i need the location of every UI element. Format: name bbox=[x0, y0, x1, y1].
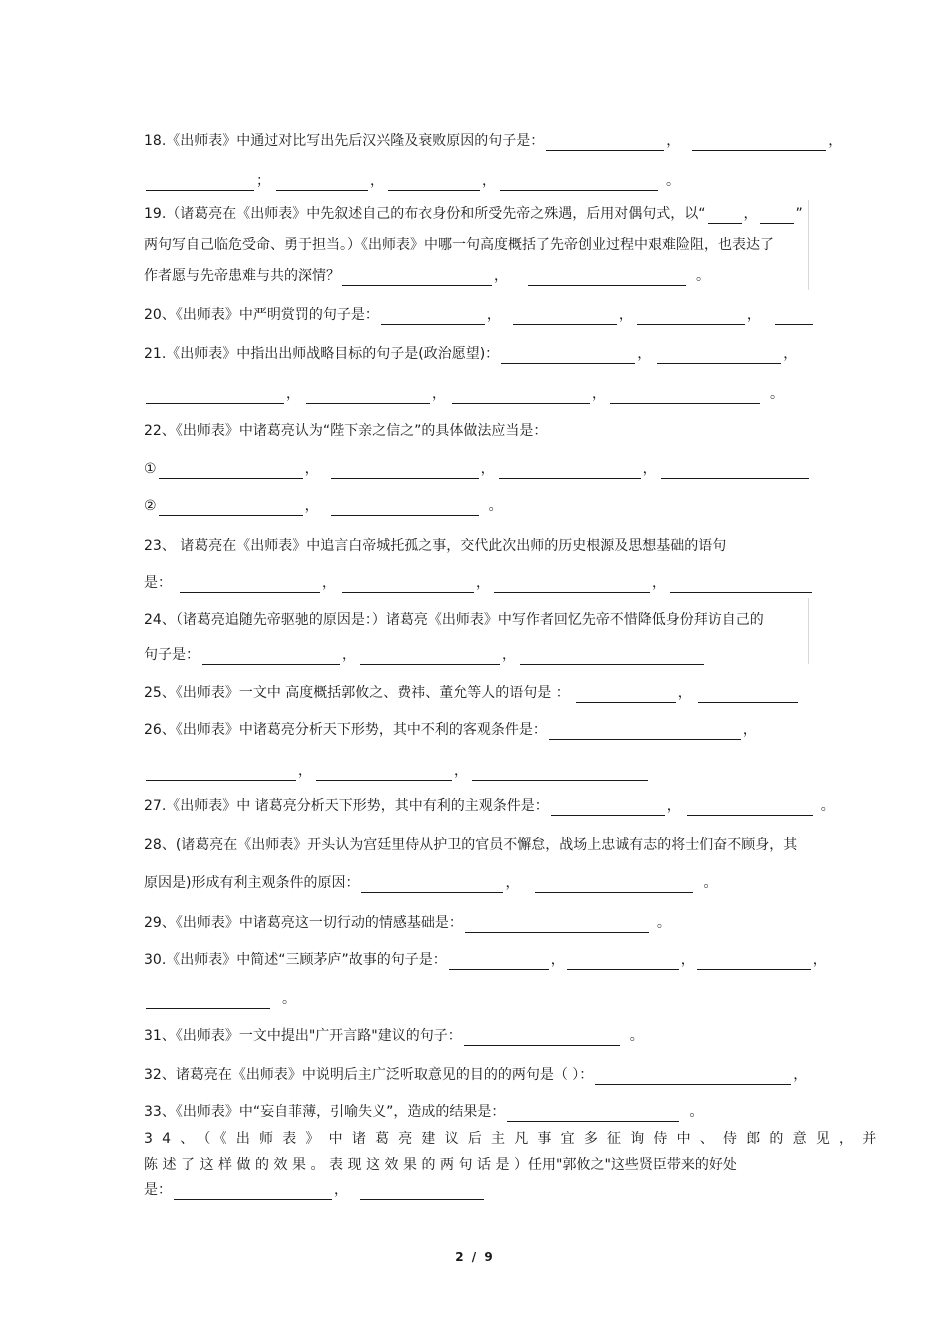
question-18: 18.《出师表》中通过对比写出先后汉兴隆及衰败原因的句子是： ， ， bbox=[144, 133, 843, 149]
answer-blank[interactable] bbox=[657, 349, 781, 364]
answer-blank[interactable] bbox=[499, 464, 641, 479]
answer-blank[interactable] bbox=[520, 650, 704, 665]
answer-blank[interactable] bbox=[595, 1070, 791, 1085]
answer-blank[interactable] bbox=[202, 650, 340, 665]
answer-blank[interactable] bbox=[306, 389, 430, 404]
question-18-cont: ； ， ， 。 bbox=[144, 171, 680, 191]
answer-blank[interactable] bbox=[159, 464, 303, 479]
answer-blank[interactable] bbox=[146, 389, 284, 404]
answer-blank[interactable] bbox=[180, 578, 320, 593]
answer-blank[interactable] bbox=[661, 464, 809, 479]
question-22-item1: ① ， ， ， bbox=[144, 459, 811, 479]
question-26: 26、《出师表》中诸葛亮分析天下形势，其中不利的客观条件是： ， bbox=[144, 722, 757, 738]
question-18-text: 18.《出师表》中通过对比写出先后汉兴隆及衰败原因的句子是： bbox=[144, 133, 545, 149]
question-31: 31、《出师表》一文中提出"广开言路"建议的句子： 。 bbox=[144, 1028, 644, 1044]
question-24-cont: 句子是： ， ， bbox=[144, 645, 706, 665]
answer-blank[interactable] bbox=[500, 176, 658, 191]
answer-blank[interactable] bbox=[535, 878, 693, 893]
answer-blank[interactable] bbox=[361, 878, 503, 893]
question-22-item2: ② ， 。 bbox=[144, 498, 503, 514]
answer-blank[interactable] bbox=[567, 955, 679, 970]
answer-blank[interactable] bbox=[760, 209, 794, 224]
question-30: 30.《出师表》中简述“三顾茅庐”故事的句子是： ， ， ， bbox=[144, 952, 827, 968]
answer-blank[interactable] bbox=[501, 349, 635, 364]
answer-blank[interactable] bbox=[360, 1185, 484, 1200]
answer-blank[interactable] bbox=[775, 310, 813, 325]
answer-blank[interactable] bbox=[637, 310, 745, 325]
question-19: 19.（诸葛亮在《出师表》中先叙述自己的布衣身份和所受先帝之殊遇，后用对偶句式，以“ ， ” bbox=[144, 206, 803, 222]
answer-blank[interactable] bbox=[331, 464, 479, 479]
question-28: 28、(诸葛亮在《出师表》开头认为宫廷里侍从护卫的官员不懈怠，战场上忠诚有志的将士们奋不顾身，其 bbox=[144, 837, 798, 853]
answer-blank[interactable] bbox=[146, 766, 296, 781]
question-34-line3: 是： ， bbox=[144, 1180, 486, 1200]
question-28-cont: 原因是)形成有利主观条件的原因： ， 。 bbox=[144, 875, 718, 891]
question-19-line3: 作者愿与先帝患难与共的深情？ ， 。 bbox=[144, 268, 710, 284]
answer-blank[interactable] bbox=[576, 688, 676, 703]
answer-blank[interactable] bbox=[316, 766, 452, 781]
answer-blank[interactable] bbox=[159, 501, 303, 516]
question-29: 29、《出师表》中诸葛亮这一切行动的情感基础是： 。 bbox=[144, 915, 671, 931]
question-24: 24、（诸葛亮追随先帝驱驰的原因是：）诸葛亮《出师表》中写作者回忆先帝不惜降低身份拜访自己的 bbox=[144, 612, 764, 628]
answer-blank[interactable] bbox=[342, 578, 474, 593]
answer-blank[interactable] bbox=[174, 1185, 332, 1200]
answer-blank[interactable] bbox=[465, 918, 649, 933]
answer-blank[interactable] bbox=[708, 209, 742, 224]
question-34-line2: 陈述了这样做的效果。表现这效果的两句话是）任用"郭攸之"这些贤臣带来的好处 bbox=[144, 1157, 737, 1173]
question-20: 20、《出师表》中严明赏罚的句子是： ， ， ， bbox=[144, 305, 815, 325]
answer-blank[interactable] bbox=[381, 310, 485, 325]
answer-blank[interactable] bbox=[276, 176, 368, 191]
question-25: 25、《出师表》一文中 高度概括郭攸之、费祎、董允等人的语句是 ： ， bbox=[144, 683, 800, 703]
answer-blank[interactable] bbox=[698, 688, 798, 703]
answer-blank[interactable] bbox=[528, 271, 686, 286]
answer-blank[interactable] bbox=[449, 955, 549, 970]
question-23-cont: 是： ， ， ， bbox=[144, 573, 814, 593]
question-27: 27.《出师表》中 诸葛亮分析天下形势，其中有利的主观条件是： ， 。 bbox=[144, 798, 835, 814]
answer-blank[interactable] bbox=[546, 136, 664, 151]
answer-blank[interactable] bbox=[692, 136, 826, 151]
question-23: 23、 诸葛亮在《出师表》中追言白帝城托孤之事，交代此次出师的历史根源及思想基础的语句 bbox=[144, 538, 727, 554]
question-33: 33、《出师表》中“妄自菲薄，引喻失义”，造成的结果是： 。 bbox=[144, 1104, 704, 1120]
question-34: 34、（《出师表》中诸葛亮建议后主凡事宜多征询侍中、侍郎的意见，并 bbox=[144, 1131, 886, 1147]
answer-blank[interactable] bbox=[331, 501, 479, 516]
answer-blank[interactable] bbox=[697, 955, 811, 970]
answer-blank[interactable] bbox=[551, 801, 665, 816]
answer-blank[interactable] bbox=[472, 766, 648, 781]
answer-blank[interactable] bbox=[360, 650, 500, 665]
question-19-line2: 两句写自己临危受命、勇于担当。）《出师表》中哪一句高度概括了先帝创业过程中艰难险阻，也表达了 bbox=[144, 237, 774, 253]
answer-blank[interactable] bbox=[146, 994, 270, 1009]
answer-blank[interactable] bbox=[513, 310, 617, 325]
answer-blank[interactable] bbox=[610, 389, 760, 404]
answer-blank[interactable] bbox=[388, 176, 480, 191]
question-22: 22、《出师表》中诸葛亮认为“陛下亲之信之”的具体做法应当是： bbox=[144, 423, 548, 439]
answer-blank[interactable] bbox=[507, 1107, 679, 1122]
question-26-cont: ， ， bbox=[144, 761, 650, 781]
answer-blank[interactable] bbox=[549, 725, 741, 740]
question-21-cont: ， ， ， 。 bbox=[144, 384, 784, 404]
answer-blank[interactable] bbox=[670, 578, 812, 593]
page-number: 2 / 9 bbox=[455, 1250, 495, 1264]
question-30-cont: 。 bbox=[144, 989, 296, 1009]
answer-blank[interactable] bbox=[494, 578, 650, 593]
answer-blank[interactable] bbox=[146, 176, 254, 191]
answer-blank[interactable] bbox=[452, 389, 590, 404]
answer-blank[interactable] bbox=[464, 1031, 620, 1046]
question-21: 21.《出师表》中指出出师战略目标的句子是(政治愿望)： ， ， bbox=[144, 346, 798, 362]
answer-blank[interactable] bbox=[342, 271, 492, 286]
answer-blank[interactable] bbox=[687, 801, 813, 816]
question-32: 32、诸葛亮在《出师表》中说明后主广泛听取意见的目的的两句是（ ）： ， bbox=[144, 1067, 808, 1083]
